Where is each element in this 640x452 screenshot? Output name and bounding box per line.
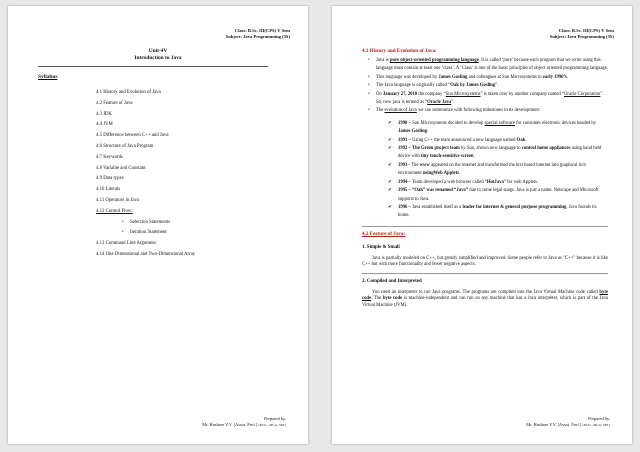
milestone-list <box>362 120 608 221</box>
toc-item: 4.1 History and Evolution of Java <box>96 90 161 95</box>
page-content <box>362 48 608 309</box>
bullet-item: • This language was developed by James Gosling and colleagues at Sun Microsystems in early 1990’s. <box>376 74 608 82</box>
milestone-item: ✔ 1991 – Using C++ the team announced a new language named Oak. <box>398 137 608 145</box>
toc-item: 4.14 One Dimensional and Two-Dimensional Array <box>96 251 196 257</box>
milestone-item: ✔ 1995 – “Oak” was renamed “Java” due to some legal snags. Java is just a name. Netscape and Microsoft supports to Java. <box>398 187 608 204</box>
feature-paragraph: You need an interpreter to run Java programs. The programs are compiled into the Java Virtual Machine code called byte code. The byte code is machine-independent and can run on any machine that has a Java interpreter, which is part of the Java Virtual Machine (JVM). <box>362 290 608 308</box>
page-right <box>332 6 632 444</box>
syllabus-heading: Syllabus <box>38 74 58 80</box>
section-divider <box>362 273 608 274</box>
unit-title-block <box>8 48 308 62</box>
author-name: Mr. Hushare Y.V. [Assot. Prof.] (M.Sc., MCA, SET) <box>202 422 286 427</box>
page-header <box>226 28 290 40</box>
toc-subitem: • Iteration Statement <box>96 228 195 239</box>
toc-item: 4.11 Operators in Java <box>96 197 139 203</box>
toc-item: 4.5 Difference between C++ and Java <box>96 133 169 139</box>
author-name: Mr. Hushare Y.V. [Assot. Prof.] (M.Sc., MCA, SET) <box>526 422 610 427</box>
toc-item: 4.13 Command Line Argument <box>96 241 156 247</box>
unit-number: Unit-4V <box>148 48 168 54</box>
toc-item: 4.2 Feature of Java <box>96 100 133 106</box>
page-footer <box>526 416 610 428</box>
toc-subitem: • Selection Statements <box>96 218 195 229</box>
subject-label: Subject: Java Programming (5S) <box>549 34 614 39</box>
toc-item: 4.4 JVM <box>96 122 113 128</box>
toc-item: 4.7 Keywords <box>96 154 123 160</box>
class-label: Class: B.Sc. III(CPS) V Sem <box>558 28 614 33</box>
milestone-item: ✔ 1990 – Sun Microsystems decided to develop special software for consumer electronic devices headed by James Gosling. <box>398 120 608 137</box>
milestone-item: ✔ 1993 - The www appeared on the internet and transformed the text based internet into graphical rich environment usingWeb Applets. <box>398 162 608 179</box>
toc-item: 4.10 Literals <box>96 187 121 193</box>
milestone-item: ✔ 1996 – Java established itself as a leader for internet & general purpose programming. Java founds its home. <box>398 204 608 221</box>
subject-label: Subject: Java Programming (5S) <box>225 34 290 39</box>
toc-item: 4.8 Variable and Constant <box>96 165 146 171</box>
section-heading-history: 4.1 History and Evolution of Java: <box>362 48 437 54</box>
page-header <box>550 28 614 40</box>
milestone-item: ✔ 1994 – Team developed a web browser called “HotJava” for web Applets. <box>398 179 608 187</box>
history-bullets <box>362 57 608 116</box>
unit-title: Introduction to Java <box>134 55 182 61</box>
bullet-item: • The evolution of Java we can summarize with following milestones in its development: <box>376 107 608 115</box>
page-footer <box>202 416 286 428</box>
section-heading-features: 4.2 Feature of Java: <box>362 230 406 237</box>
bullet-item: • The Java language is originally called “Oak by James Gosling”. <box>376 82 608 90</box>
divider-line <box>38 66 268 67</box>
prepared-by: Prepared by, <box>588 416 610 421</box>
toc-item: 4.6 Structure of Java Program <box>96 143 154 149</box>
bullet-item: • Java is pure object-oriented programming language. It is called ‘pure’ because each program that we write using this language must contain at least one ‘class’. A ‘Class’ is one of the basic principles of object oriented programming language. <box>376 57 608 74</box>
milestone-item: ✔ 1992 – The Green project team by Sun, shown new language to control home appliances using hand held device with tiny touch-sensitive screen. <box>398 145 608 162</box>
section-divider <box>362 226 608 227</box>
prepared-by: Prepared by, <box>264 416 286 421</box>
bullet-item: • On January 27, 2010 the company “Sun Microsystems” is taken over by another company named “Oracle Corporation”. So, now java is termed as “Oracle Java”. <box>376 91 608 108</box>
toc-item: 4.12 Control Flow: <box>96 208 133 214</box>
feature-heading: 1. Simple & Small <box>362 244 400 250</box>
feature-paragraph: Java is partially modeled on C++, but greatly simplified and improved. Some people refer to Java as "C++" because it is like C++ but with more functionality and fewer negative aspects. <box>362 255 608 267</box>
class-label: Class: B.Sc. III(CPS) V Sem <box>234 28 290 33</box>
toc-item: 4.9 Data types <box>96 176 124 182</box>
toc-item: 4.3 JDK <box>96 111 112 117</box>
syllabus-list <box>96 88 195 261</box>
page-left <box>8 6 308 444</box>
feature-heading: 2. Compiled and Interpreted <box>362 279 422 285</box>
